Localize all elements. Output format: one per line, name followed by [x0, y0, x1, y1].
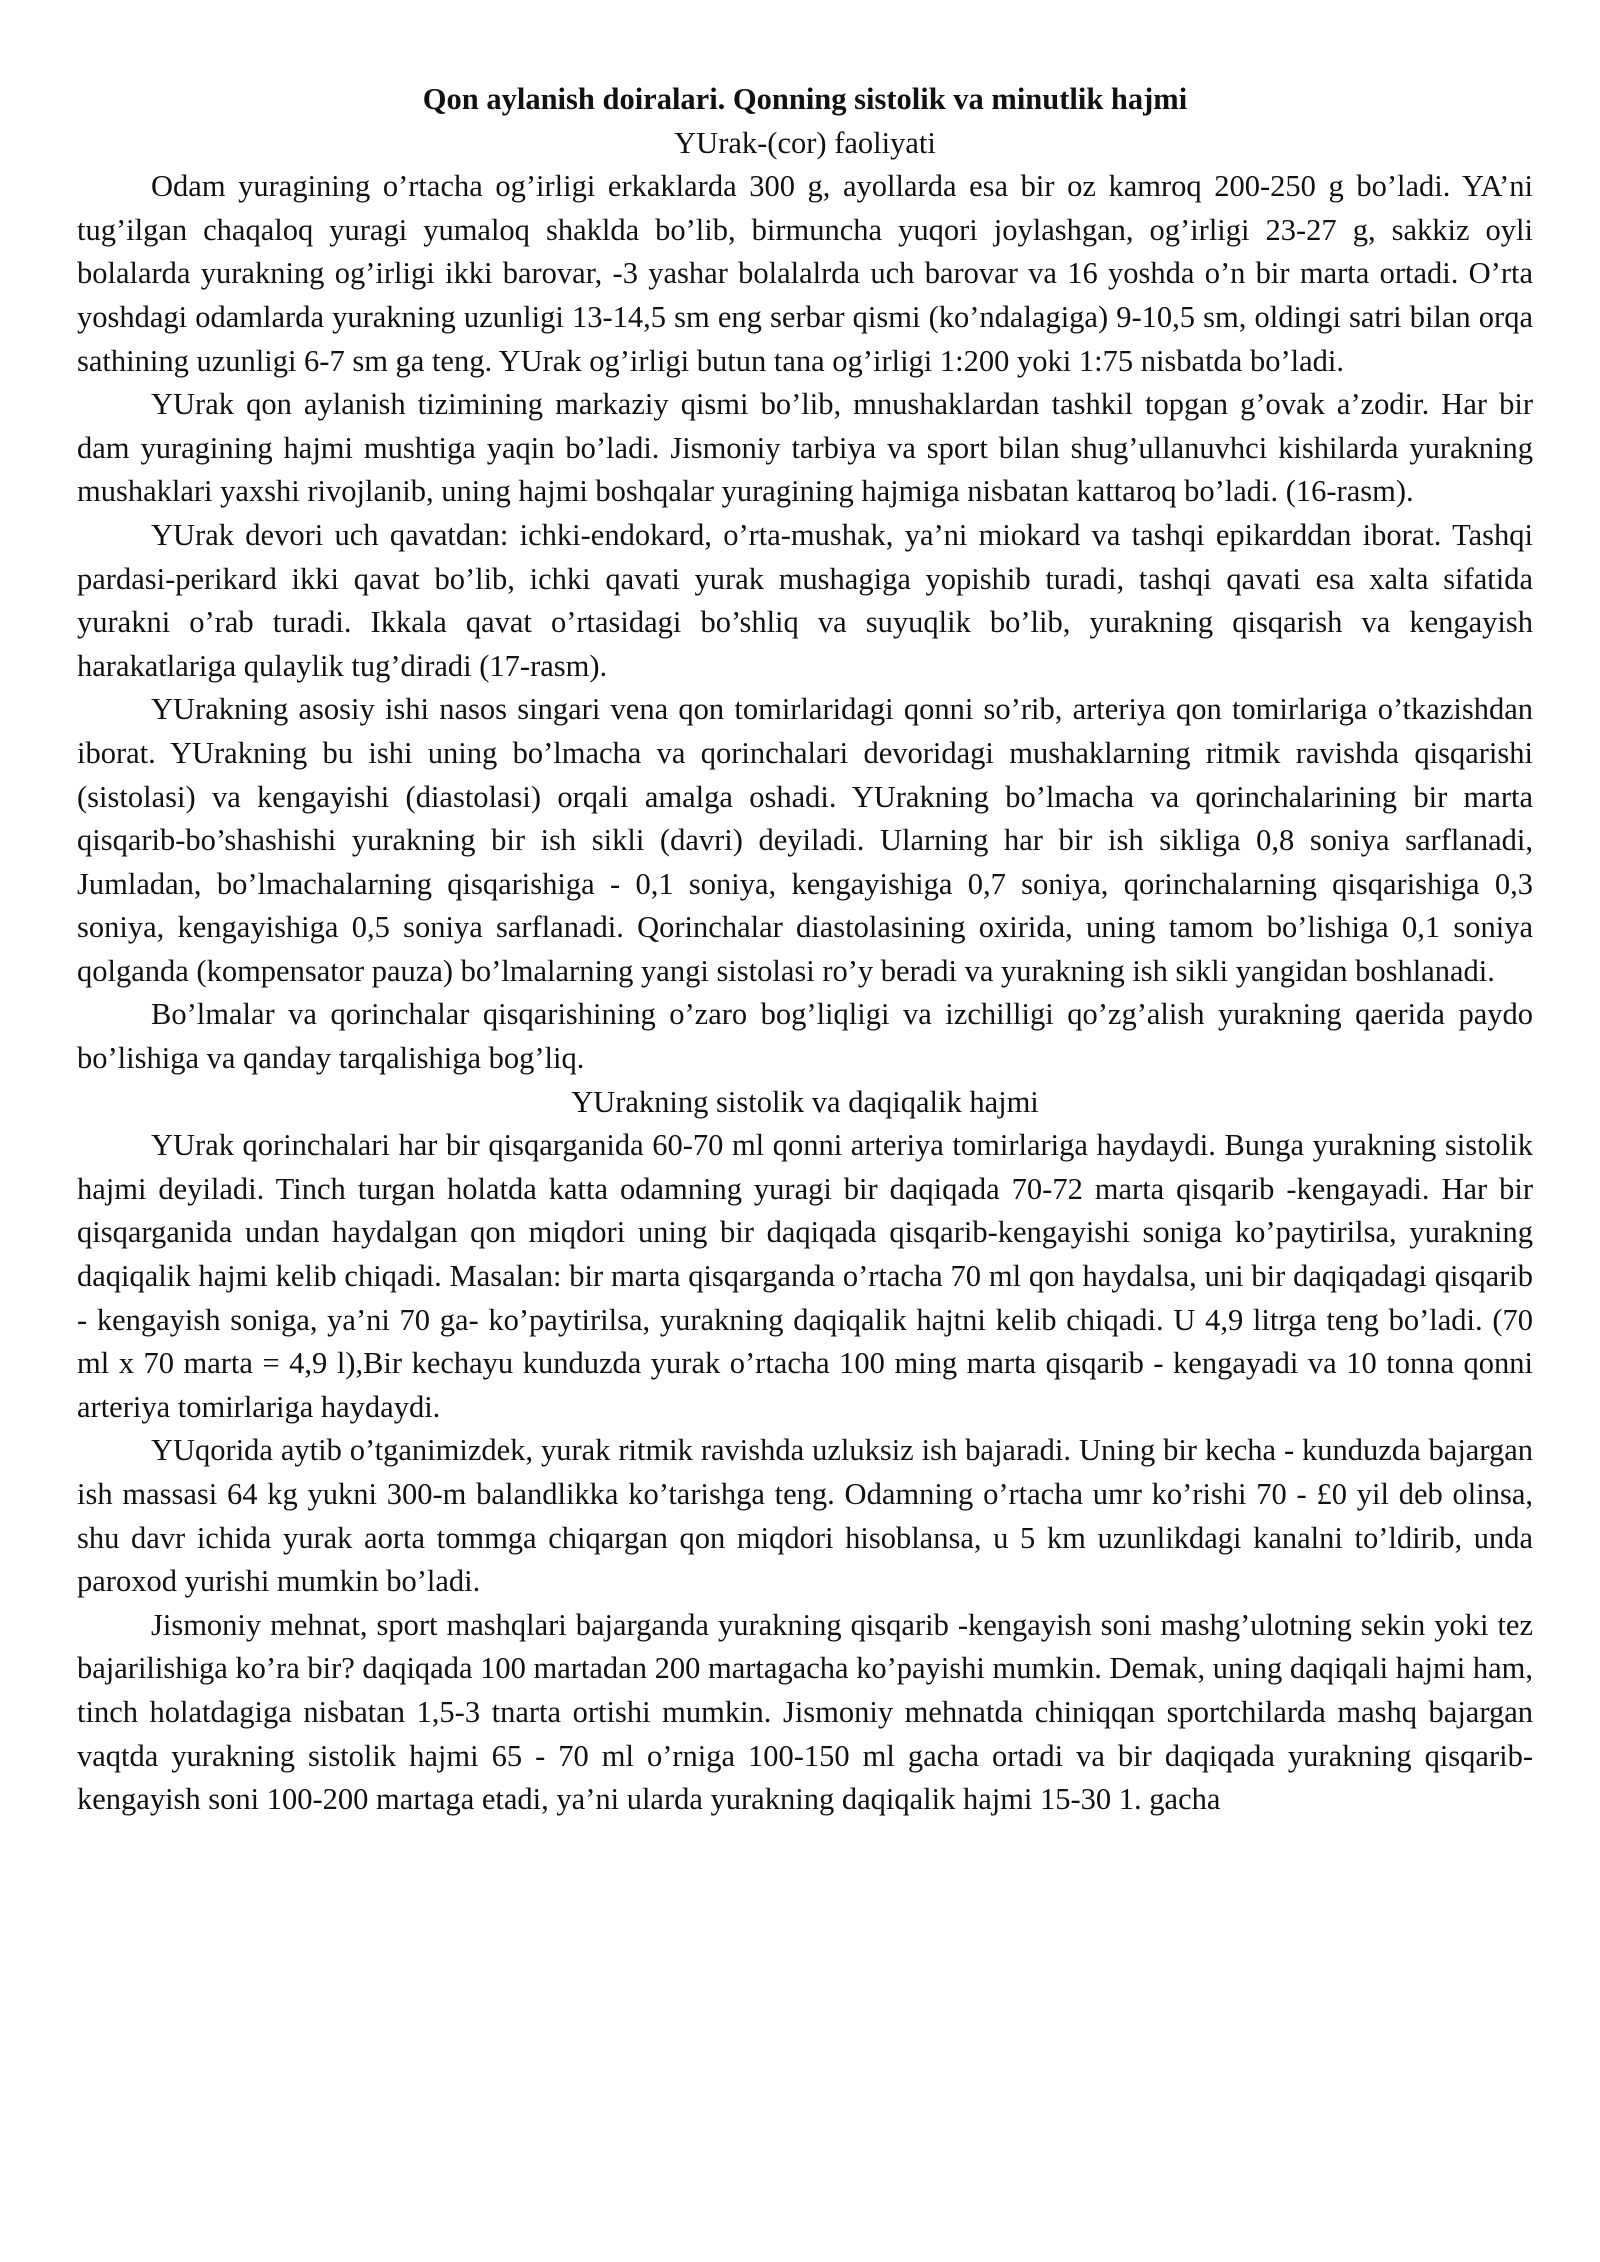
document-page	[77, 78, 1533, 1822]
paragraph-contraction-sequence: Bo’lmalar va qorinchalar qisqarishining o’zaro bog’liqligi va izchilligi qo’zg’alish yurakning qaerida paydo bo’lishiga va qanday tarqalishiga bog’liq.	[77, 997, 1533, 1076]
section-heading-systolic-volume: YUrakning sistolik va daqiqalik hajmi	[571, 1084, 1039, 1119]
paragraph-heart-weight: Odam yuragining o’rtacha og’irligi erkaklarda 300 g, ayollarda esa bir oz kamroq 200-250 g bo’ladi. YA’ni tug’ilgan chaqaloq yuragi yumaloq shaklda bo’lib, birmuncha yuqori joylashgan, og’irligi 23-27 g, sakkiz oyli bolalarda yurakning og’irligi ikki barovar, -3 yashar bolalalrda uch barovar va 16 yoshda o’n bir marta ortadi. O’rta yoshdagi odamlarda yurakning uzunligi 13-14,5 sm eng serbar qismi (ko’ndalagiga) 9-10,5 sm, oldingi satri bilan orqa sathining uzunligi 6-7 sm ga teng. YUrak og’irligi butun tana og’irligi 1:200 yoki 1:75 nisbatda bo’ladi.	[77, 169, 1533, 378]
section-heading-heart-activity: YUrak-(cor) faoliyati	[674, 125, 936, 160]
paragraph-heart-work: YUqorida aytib o’tganimizdek, yurak ritmik ravishda uzluksiz ish bajaradi. Uning bir kecha - kunduzda bajargan ish massasi 64 kg yukni 300-m balandlikka ko’tarishga teng. Odamning o’rtacha umr ko’rishi 70 - £0 yil deb olinsa, shu davr ichida yurak aorta tommga chiqargan qon miqdori hisoblansa, u 5 km uzunlikdagi kanalni to’ldirib, unda paroxod yurishi mumkin bo’ladi.	[77, 1433, 1533, 1599]
paragraph-exercise-effect: Jismoniy mehnat, sport mashqlari bajarganda yurakning qisqarib -kengayish soni mashg’ulotning sekin yoki tez bajarilishiga ko’ra bir? daqiqada 100 martadan 200 martagacha ko’payishi mumkin. Demak, uning daqiqali hajmi ham, tinch holatdagiga nisbatan 1,5-3 tnarta ortishi mumkin. Jismoniy mehnatda chiniqqan sportchilarda mashq bajargan vaqtda yurakning sistolik hajmi 65 - 70 ml o’rniga 100-150 ml gacha ortadi va bir daqiqada yurakning qisqarib-kengayish soni 100-200 martaga etadi, ya’ni ularda yurakning daqiqalik hajmi 15-30 1. gacha	[77, 1607, 1533, 1817]
paragraph-heart-wall: YUrak devori uch qavatdan: ichki-endokard, o’rta-mushak, ya’ni miokard va tashqi epikarddan iborat. Tashqi pardasi-perikard ikki qavat bo’lib, ichki qavati yurak mushagiga yopishib turadi, tashqi qavati esa xalta sifatida yurakni o’rab turadi. Ikkala qavat o’rtasidagi bo’shliq va suyuqlik bo’lib, yurakning qisqarish va kengayish harakatlariga qulaylik tug’diradi (17-rasm).	[77, 517, 1533, 683]
paragraph-heart-cycle: YUrakning asosiy ishi nasos singari vena qon tomirlaridagi qonni so’rib, arteriya qon tomirlariga o’tkazishdan iborat. YUrakning bu ishi uning bo’lmacha va qorinchalari devoridagi mushaklarning ritmik ravishda qisqarishi (sistolasi) va kengayishi (diastolasi) orqali amalga oshadi. YUrakning bo’lmacha va qorinchalarining bir marta qisqarib-bo’shashishi yurakning bir ish sikli (davri) deyiladi. Ularning har bir ish sikliga 0,8 soniya sarflanadi, Jumladan, bo’lmachalarning qisqarishiga - 0,1 soniya, kengayishiga 0,7 soniya, qorinchalarning qisqarishiga 0,3 soniya, kengayishiga 0,5 soniya sarflanadi. Qorinchalar diastolasining oxirida, uning tamom bo’lishiga 0,1 soniya qolganda (kompensator pauza) bo’lmalarning yangi sistolasi ro’y beradi va yurakning ish sikli yangidan boshlanadi.	[77, 692, 1533, 988]
document-title: Qon aylanish doiralari. Qonning sistolik va minutlik hajmi	[422, 82, 1188, 116]
paragraph-systolic-minute-volume: YUrak qorinchalari har bir qisqarganida 60-70 ml qonni arteriya tomirlariga haydaydi. Bunga yurakning sistolik hajmi deyiladi. Tinch turgan holatda katta odamning yuragi bir daqiqada 70-72 marta qisqarib -kengayadi. Har bir qisqarganida undan haydalgan qon miqdori uning bir daqiqada qisqarib-kengayishi soniga ko’paytirilsa, yurakning daqiqalik hajmi kelib chiqadi. Masalan: bir marta qisqarganda o’rtacha 70 ml qon haydalsa, uni bir daqiqadagi qisqarib - kengayish soniga, ya’ni 70 ga- ko’paytirilsa, yurakning daqiqalik hajtni kelib chiqadi. U 4,9 litrga teng bo’ladi. (70 ml x 70 marta = 4,9 l),Bir kechayu kunduzda yurak o’rtacha 100 ming marta qisqarib - kengayadi va 10 tonna qonni arteriya tomirlariga haydaydi.	[77, 1128, 1533, 1424]
paragraph-heart-structure: YUrak qon aylanish tizimining markaziy qismi bo’lib, mnushaklardan tashkil topgan g’ovak a’zodir. Har bir dam yuragining hajmi mushtiga yaqin bo’ladi. Jismoniy tarbiya va sport bilan shug’ullanuvhci kishilarda yurakning mushaklari yaxshi rivojlanib, uning hajmi boshqalar yuragining hajmiga nisbatan kattaroq bo’ladi. (16-rasm).	[77, 387, 1533, 509]
